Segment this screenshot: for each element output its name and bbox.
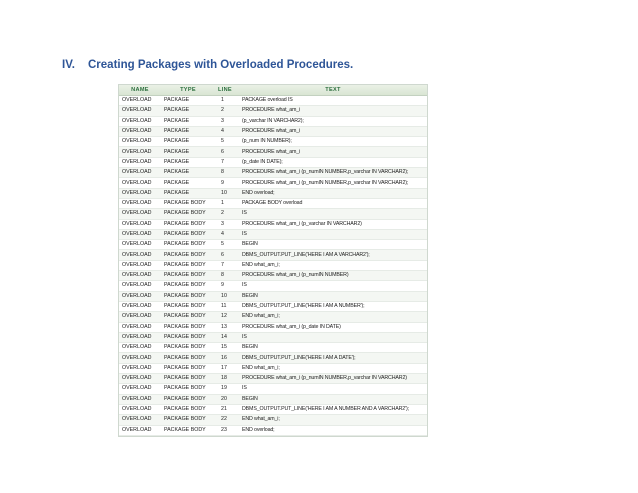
cell-line: 21 [215, 404, 239, 414]
table-row [119, 106, 427, 116]
cell-type: PACKAGE BODY [161, 291, 215, 301]
cell-line: 20 [215, 394, 239, 404]
section-number: IV. [62, 59, 76, 71]
cell-line: 7 [215, 260, 239, 270]
cell-type: PACKAGE BODY [161, 301, 215, 311]
cell-line: 6 [215, 250, 239, 260]
cell-text: (p_varchar IN VARCHAR2); [239, 116, 427, 126]
table-row [119, 147, 427, 157]
cell-text: END what_am_i; [239, 260, 427, 270]
cell-text: PROCEDURE what_am_i (p_numIN NUMBER,p_varchar IN VARCHAR2); [239, 178, 427, 188]
cell-name: OVERLOAD [119, 219, 161, 229]
cell-line: 12 [215, 312, 239, 322]
table-row [119, 260, 427, 270]
cell-text: END what_am_i; [239, 312, 427, 322]
cell-line: 2 [215, 106, 239, 116]
cell-name: OVERLOAD [119, 363, 161, 373]
table-row [119, 116, 427, 126]
cell-line: 3 [215, 219, 239, 229]
cell-line: 15 [215, 343, 239, 353]
cell-name: OVERLOAD [119, 415, 161, 425]
cell-text: PROCEDURE what_am_i [239, 147, 427, 157]
cell-name: OVERLOAD [119, 178, 161, 188]
source-table [119, 85, 427, 436]
cell-name: OVERLOAD [119, 353, 161, 363]
cell-line: 4 [215, 126, 239, 136]
cell-type: PACKAGE [161, 188, 215, 198]
cell-type: PACKAGE BODY [161, 425, 215, 435]
table-row [119, 178, 427, 188]
table-body [119, 96, 427, 436]
table-row [119, 281, 427, 291]
cell-name: OVERLOAD [119, 126, 161, 136]
table-row [119, 343, 427, 353]
cell-type: PACKAGE [161, 116, 215, 126]
table-row [119, 353, 427, 363]
cell-line: 1 [215, 96, 239, 106]
section-title: Creating Packages with Overloaded Procedures. [88, 59, 354, 71]
cell-type: PACKAGE BODY [161, 229, 215, 239]
cell-text: PROCEDURE what_am_i (p_numIN NUMBER,p_varchar IN VARCHAR2); [239, 168, 427, 178]
cell-line: 18 [215, 374, 239, 384]
table-row [119, 96, 427, 106]
cell-type: PACKAGE BODY [161, 394, 215, 404]
cell-name: OVERLOAD [119, 271, 161, 281]
cell-text: DBMS_OUTPUT.PUT_LINE('HERE I AM A NUMBER AND A VARCHAR2'); [239, 404, 427, 414]
cell-name: OVERLOAD [119, 394, 161, 404]
cell-text: DBMS_OUTPUT.PUT_LINE('HERE I AM A VARCHAR2'); [239, 250, 427, 260]
cell-name: OVERLOAD [119, 96, 161, 106]
cell-type: PACKAGE [161, 157, 215, 167]
cell-line: 3 [215, 116, 239, 126]
cell-line: 1 [215, 198, 239, 208]
cell-name: OVERLOAD [119, 281, 161, 291]
cell-line: 5 [215, 240, 239, 250]
cell-text: PROCEDURE what_am_i (p_numIN NUMBER,p_varchar IN VARCHAR2) [239, 374, 427, 384]
column-header-line[interactable]: LINE [215, 85, 239, 96]
cell-text: PROCEDURE what_am_i [239, 106, 427, 116]
cell-text: IS [239, 229, 427, 239]
cell-type: PACKAGE BODY [161, 332, 215, 342]
cell-text: DBMS_OUTPUT.PUT_LINE('HERE I AM A DATE'); [239, 353, 427, 363]
table-row [119, 404, 427, 414]
cell-text: PROCEDURE what_am_i (p_numIN NUMBER) [239, 271, 427, 281]
cell-type: PACKAGE [161, 178, 215, 188]
cell-text: IS [239, 209, 427, 219]
cell-type: PACKAGE [161, 96, 215, 106]
cell-text: END what_am_i; [239, 415, 427, 425]
table-row [119, 415, 427, 425]
cell-name: OVERLOAD [119, 157, 161, 167]
table-row [119, 271, 427, 281]
cell-type: PACKAGE BODY [161, 363, 215, 373]
cell-type: PACKAGE BODY [161, 343, 215, 353]
section-heading [62, 56, 353, 74]
table-row [119, 425, 427, 435]
column-header-text[interactable]: TEXT [239, 85, 427, 96]
cell-type: PACKAGE BODY [161, 404, 215, 414]
cell-type: PACKAGE BODY [161, 271, 215, 281]
cell-type: PACKAGE BODY [161, 240, 215, 250]
table-row [119, 332, 427, 342]
cell-name: OVERLOAD [119, 106, 161, 116]
cell-type: PACKAGE [161, 137, 215, 147]
column-header-name[interactable]: NAME [119, 85, 161, 96]
cell-line: 19 [215, 384, 239, 394]
cell-type: PACKAGE BODY [161, 374, 215, 384]
table-row [119, 157, 427, 167]
cell-type: PACKAGE [161, 168, 215, 178]
table-row [119, 301, 427, 311]
table-header-row [119, 85, 427, 96]
table-row [119, 322, 427, 332]
cell-text: IS [239, 384, 427, 394]
cell-text: BEGIN [239, 343, 427, 353]
cell-type: PACKAGE BODY [161, 260, 215, 270]
cell-type: PACKAGE BODY [161, 384, 215, 394]
cell-name: OVERLOAD [119, 188, 161, 198]
table-row [119, 209, 427, 219]
cell-type: PACKAGE BODY [161, 281, 215, 291]
cell-line: 22 [215, 415, 239, 425]
cell-type: PACKAGE BODY [161, 322, 215, 332]
table-row [119, 126, 427, 136]
cell-type: PACKAGE BODY [161, 353, 215, 363]
table-row [119, 137, 427, 147]
cell-line: 8 [215, 168, 239, 178]
cell-text: BEGIN [239, 240, 427, 250]
cell-name: OVERLOAD [119, 168, 161, 178]
cell-line: 14 [215, 332, 239, 342]
cell-text: (p_date IN DATE); [239, 157, 427, 167]
cell-type: PACKAGE [161, 147, 215, 157]
cell-line: 8 [215, 271, 239, 281]
cell-line: 9 [215, 281, 239, 291]
cell-text: PROCEDURE what_am_i [239, 126, 427, 136]
cell-text: (p_num IN NUMBER); [239, 137, 427, 147]
cell-line: 5 [215, 137, 239, 147]
cell-text: END overload; [239, 188, 427, 198]
table-row [119, 291, 427, 301]
cell-name: OVERLOAD [119, 198, 161, 208]
cell-line: 4 [215, 229, 239, 239]
table-row [119, 312, 427, 322]
table-row [119, 229, 427, 239]
cell-text: PROCEDURE what_am_i (p_date IN DATE) [239, 322, 427, 332]
table-row [119, 250, 427, 260]
table-row [119, 384, 427, 394]
cell-text: IS [239, 281, 427, 291]
cell-name: OVERLOAD [119, 209, 161, 219]
table-row [119, 394, 427, 404]
cell-text: PACKAGE BODY overload [239, 198, 427, 208]
source-table-panel [118, 84, 428, 437]
cell-type: PACKAGE [161, 126, 215, 136]
cell-name: OVERLOAD [119, 229, 161, 239]
cell-text: IS [239, 332, 427, 342]
cell-text: DBMS_OUTPUT.PUT_LINE('HERE I AM A NUMBER'); [239, 301, 427, 311]
cell-line: 17 [215, 363, 239, 373]
cell-text: END overload; [239, 425, 427, 435]
cell-line: 11 [215, 301, 239, 311]
cell-name: OVERLOAD [119, 301, 161, 311]
cell-type: PACKAGE [161, 106, 215, 116]
cell-type: PACKAGE BODY [161, 250, 215, 260]
cell-line: 2 [215, 209, 239, 219]
cell-text: END what_am_i; [239, 363, 427, 373]
cell-name: OVERLOAD [119, 147, 161, 157]
column-header-type[interactable]: TYPE [161, 85, 215, 96]
cell-type: PACKAGE BODY [161, 415, 215, 425]
table-row [119, 198, 427, 208]
cell-name: OVERLOAD [119, 425, 161, 435]
table-row [119, 240, 427, 250]
cell-name: OVERLOAD [119, 137, 161, 147]
table-row [119, 188, 427, 198]
cell-line: 16 [215, 353, 239, 363]
cell-text: BEGIN [239, 291, 427, 301]
cell-name: OVERLOAD [119, 404, 161, 414]
cell-line: 23 [215, 425, 239, 435]
table-row [119, 168, 427, 178]
cell-line: 13 [215, 322, 239, 332]
cell-name: OVERLOAD [119, 240, 161, 250]
cell-type: PACKAGE BODY [161, 312, 215, 322]
cell-text: PACKAGE overload IS [239, 96, 427, 106]
cell-name: OVERLOAD [119, 291, 161, 301]
cell-name: OVERLOAD [119, 374, 161, 384]
cell-type: PACKAGE BODY [161, 209, 215, 219]
cell-type: PACKAGE BODY [161, 219, 215, 229]
cell-name: OVERLOAD [119, 116, 161, 126]
cell-type: PACKAGE BODY [161, 198, 215, 208]
cell-text: PROCEDURE what_am_i (p_varchar IN VARCHAR2) [239, 219, 427, 229]
cell-line: 9 [215, 178, 239, 188]
cell-name: OVERLOAD [119, 322, 161, 332]
cell-name: OVERLOAD [119, 260, 161, 270]
cell-name: OVERLOAD [119, 343, 161, 353]
cell-line: 6 [215, 147, 239, 157]
table-row [119, 374, 427, 384]
cell-text: BEGIN [239, 394, 427, 404]
cell-line: 7 [215, 157, 239, 167]
cell-name: OVERLOAD [119, 384, 161, 394]
cell-line: 10 [215, 291, 239, 301]
cell-line: 10 [215, 188, 239, 198]
table-row [119, 363, 427, 373]
table-row [119, 219, 427, 229]
cell-name: OVERLOAD [119, 250, 161, 260]
cell-name: OVERLOAD [119, 312, 161, 322]
cell-name: OVERLOAD [119, 332, 161, 342]
table-header [119, 85, 427, 96]
